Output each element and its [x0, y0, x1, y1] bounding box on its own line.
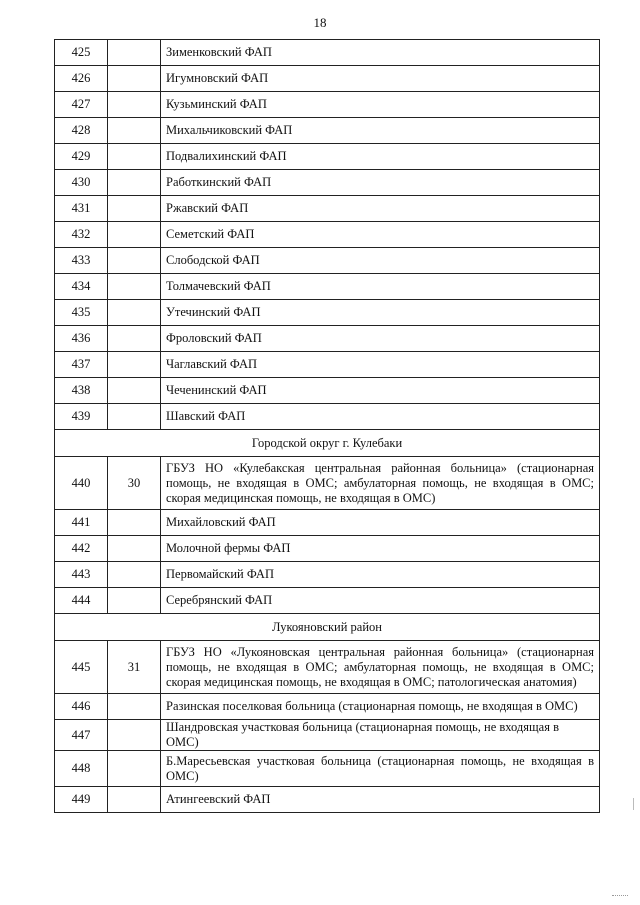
facility-table: [54, 39, 600, 813]
org-code: [108, 274, 161, 300]
row-number: 433: [55, 248, 108, 274]
org-code: [108, 170, 161, 196]
table-row: [55, 196, 600, 222]
org-code: [108, 562, 161, 588]
org-code: [108, 300, 161, 326]
scan-edge-mark: [633, 798, 634, 810]
row-number: 428: [55, 118, 108, 144]
facility-name: Фроловский ФАП: [161, 326, 600, 352]
facility-name: Игумновский ФАП: [161, 66, 600, 92]
table-row: [55, 510, 600, 536]
org-code: [108, 66, 161, 92]
facility-name: Серебрянский ФАП: [161, 588, 600, 614]
row-number: 441: [55, 510, 108, 536]
org-code: [108, 92, 161, 118]
org-code: [108, 720, 161, 751]
table-row: [55, 326, 600, 352]
row-number: 443: [55, 562, 108, 588]
org-code: [108, 352, 161, 378]
org-code: [108, 248, 161, 274]
facility-name: Слободской ФАП: [161, 248, 600, 274]
table-row: [55, 694, 600, 720]
row-number: 448: [55, 751, 108, 787]
table-row: [55, 457, 600, 510]
facility-name: ГБУЗ НО «Кулебакская центральная районная больница» (стационарная помощь, не входящая в ОМС; амбулаторная помощь, не входящая в ОМС; скорая медицинская помощь, не входящая в ОМС): [161, 457, 600, 510]
facility-name: Б.Маресьевская участковая больница (стационарная помощь, не входящая в ОМС): [161, 751, 600, 787]
org-code: [108, 40, 161, 66]
facility-name: Семетский ФАП: [161, 222, 600, 248]
table-row: [55, 536, 600, 562]
facility-name: Молочной фермы ФАП: [161, 536, 600, 562]
table-row: [55, 248, 600, 274]
facility-name: Кузьминский ФАП: [161, 92, 600, 118]
row-number: 434: [55, 274, 108, 300]
facility-name: Чаглавский ФАП: [161, 352, 600, 378]
row-number: 442: [55, 536, 108, 562]
org-code: [108, 694, 161, 720]
row-number: 430: [55, 170, 108, 196]
section-header-row: [55, 430, 600, 457]
table-row: [55, 40, 600, 66]
org-code: [108, 326, 161, 352]
table-row: [55, 352, 600, 378]
table-row: [55, 588, 600, 614]
table-row: [55, 274, 600, 300]
table-row: [55, 378, 600, 404]
table-row: [55, 222, 600, 248]
facility-name: Зименковский ФАП: [161, 40, 600, 66]
section-header-row: [55, 614, 600, 641]
row-number: 427: [55, 92, 108, 118]
org-code: 31: [108, 641, 161, 694]
page-number: 18: [313, 15, 327, 30]
facility-name: Шавский ФАП: [161, 404, 600, 430]
table-row: [55, 751, 600, 787]
table-row: [55, 92, 600, 118]
facility-name: Ржавский ФАП: [161, 196, 600, 222]
row-number: 440: [55, 457, 108, 510]
row-number: 439: [55, 404, 108, 430]
row-number: 431: [55, 196, 108, 222]
org-code: [108, 378, 161, 404]
facility-name: Подвалихинский ФАП: [161, 144, 600, 170]
section-title: Городской округ г. Кулебаки: [55, 430, 600, 457]
section-title: Лукояновский район: [55, 614, 600, 641]
org-code: [108, 588, 161, 614]
table-row: [55, 720, 600, 751]
row-number: 425: [55, 40, 108, 66]
org-code: [108, 222, 161, 248]
table-row: [55, 641, 600, 694]
facility-name: Чеченинский ФАП: [161, 378, 600, 404]
org-code: [108, 536, 161, 562]
facility-name: Утечинский ФАП: [161, 300, 600, 326]
org-code: [108, 118, 161, 144]
table-row: [55, 66, 600, 92]
org-code: [108, 144, 161, 170]
facility-name: Михальчиковский ФАП: [161, 118, 600, 144]
facility-name: Разинская поселковая больница (стационарная помощь, не входящая в ОМС): [161, 694, 600, 720]
table-row: [55, 787, 600, 813]
facility-name: Шандровская участковая больница (стационарная помощь, не входящая в ОМС): [161, 720, 600, 751]
row-number: 437: [55, 352, 108, 378]
row-number: 435: [55, 300, 108, 326]
row-number: 447: [55, 720, 108, 751]
org-code: [108, 196, 161, 222]
row-number: 444: [55, 588, 108, 614]
org-code: [108, 404, 161, 430]
facility-name: Первомайский ФАП: [161, 562, 600, 588]
scan-corner-mark: [612, 895, 628, 897]
row-number: 429: [55, 144, 108, 170]
facility-name: Работкинский ФАП: [161, 170, 600, 196]
row-number: 449: [55, 787, 108, 813]
facility-name: Толмачевский ФАП: [161, 274, 600, 300]
table-row: [55, 144, 600, 170]
row-number: 446: [55, 694, 108, 720]
row-number: 436: [55, 326, 108, 352]
table-row: [55, 170, 600, 196]
table-row: [55, 300, 600, 326]
facility-table-body: [55, 40, 600, 813]
table-row: [55, 118, 600, 144]
org-code: [108, 787, 161, 813]
row-number: 438: [55, 378, 108, 404]
row-number: 445: [55, 641, 108, 694]
facility-name: Атингеевский ФАП: [161, 787, 600, 813]
org-code: 30: [108, 457, 161, 510]
table-row: [55, 562, 600, 588]
facility-name: Михайловский ФАП: [161, 510, 600, 536]
table-row: [55, 404, 600, 430]
org-code: [108, 751, 161, 787]
row-number: 426: [55, 66, 108, 92]
row-number: 432: [55, 222, 108, 248]
facility-name: ГБУЗ НО «Лукояновская центральная районная больница» (стационарная помощь, не входящая в ОМС; амбулаторная помощь, не входящая в ОМС; скорая медицинская помощь, не входящая в ОМС; патологическая анатомия): [161, 641, 600, 694]
org-code: [108, 510, 161, 536]
